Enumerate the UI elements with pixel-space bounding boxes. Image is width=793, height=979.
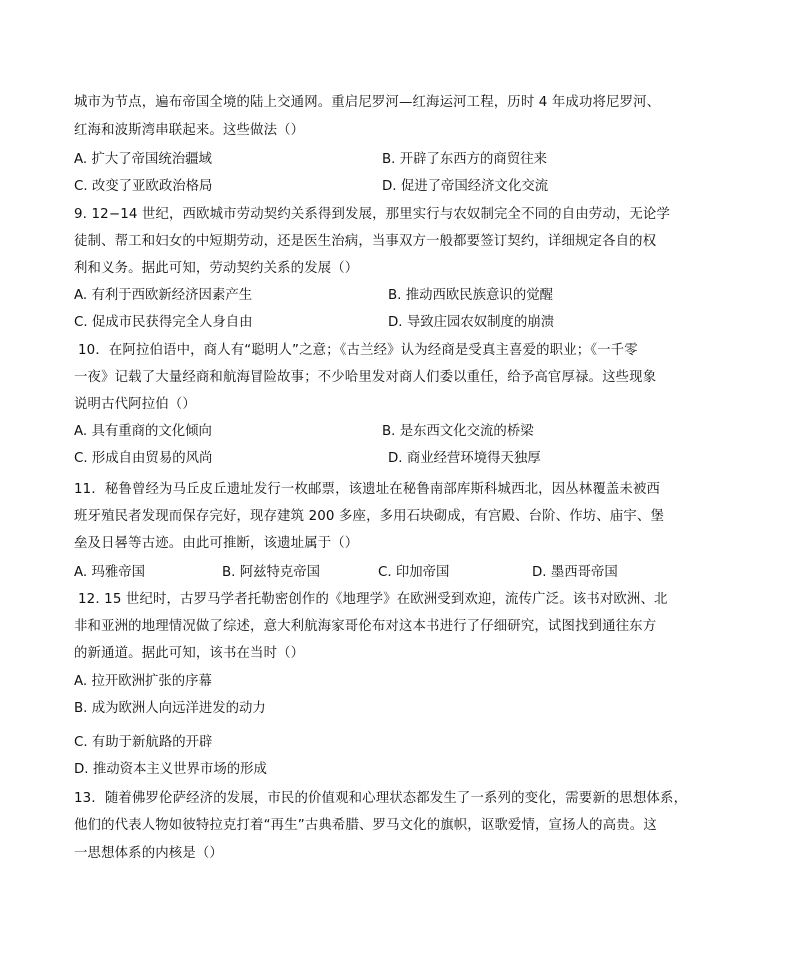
q11-option-c[interactable]: C. 印加帝国	[378, 565, 450, 580]
q9-text-line-2: 徒制、帮工和妇女的中短期劳动，还是医生治病，当事双方一般都要签订契约，详细规定各自的权	[74, 234, 657, 249]
q8-option-b[interactable]: B. 开辟了东西方的商贸往来	[382, 152, 547, 167]
q10-option-c[interactable]: C. 形成自由贸易的风尚	[74, 451, 213, 466]
q11-text-line-1: 11．秘鲁曾经为马丘皮丘遗址发行一枚邮票，该遗址在秘鲁南部库斯科城西北，因丛林覆盖未被西	[74, 482, 661, 497]
q12-option-a[interactable]: A. 拉开欧洲扩张的序幕	[74, 674, 212, 689]
q13-text-line-3: 一思想体系的内核是（）	[74, 846, 223, 861]
q11-option-a[interactable]: A. 玛雅帝国	[74, 565, 145, 580]
q9-option-b[interactable]: B. 推动西欧民族意识的觉醒	[388, 288, 553, 303]
q10-text-line-3: 说明古代阿拉伯（）	[74, 397, 196, 412]
q12-text-line-3: 的新通道。据此可知，该书在当时（）	[74, 646, 305, 661]
q10-text-line-1: 10．在阿拉伯语中，商人有“聪明人”之意；《古兰经》认为经商是受真主喜爱的职业；《一千零	[78, 343, 638, 358]
q9-text-line-3: 利和义务。据此可知，劳动契约关系的发展（）	[74, 261, 359, 276]
q12-option-c[interactable]: C. 有助于新航路的开辟	[74, 735, 213, 750]
q11-text-line-3: 垒及日晷等古迹。由此可推断，该遗址属于（）	[74, 536, 359, 551]
q13-text-line-1: 13．随着佛罗伦萨经济的发展，市民的价值观和心理状态都发生了一系列的变化，需要新的思想体系，	[74, 791, 688, 806]
q10-option-d[interactable]: D. 商业经营环境得天独厚	[388, 451, 541, 466]
q11-option-d[interactable]: D. 墨西哥帝国	[532, 565, 618, 580]
q11-text-line-2: 班牙殖民者发现而保存完好，现存建筑 200 多座，多用石块砌成，有宫殿、台阶、作坊、庙宇、堡	[74, 509, 664, 524]
q8-text-line-2: 红海和波斯湾串联起来。这些做法（）	[74, 123, 305, 138]
q13-text-line-2: 他们的代表人物如彼特拉克打着“再生”古典希腊、罗马文化的旗帜，讴歌爱情，宣扬人的高贵。这	[74, 818, 657, 833]
q10-option-a[interactable]: A. 具有重商的文化倾向	[74, 424, 212, 439]
q9-text-line-1: 9. 12−14 世纪，西欧城市劳动契约关系得到发展，那里实行与农奴制完全不同的自由劳动，无论学	[74, 207, 671, 222]
q9-option-a[interactable]: A. 有利于西欧新经济因素产生	[74, 288, 253, 303]
q12-option-d[interactable]: D. 推动资本主义世界市场的形成	[74, 762, 267, 777]
q12-text-line-2: 非和亚洲的地理情况做了综述，意大利航海家哥伦布对这本书进行了仔细研究，试图找到通往东方	[74, 619, 657, 634]
q8-option-d[interactable]: D. 促进了帝国经济文化交流	[382, 179, 549, 194]
q10-option-b[interactable]: B. 是东西文化交流的桥梁	[382, 424, 534, 439]
q8-option-a[interactable]: A. 扩大了帝国统治疆域	[74, 152, 212, 167]
q8-option-c[interactable]: C. 改变了亚欧政治格局	[74, 179, 213, 194]
q12-option-b[interactable]: B. 成为欧洲人向远洋进发的动力	[74, 701, 266, 716]
q8-text-line-1: 城市为节点，遍布帝国全境的陆上交通网。重启尼罗河—红海运河工程，历时 4 年成功将尼罗河、	[74, 95, 661, 110]
q9-option-d[interactable]: D. 导致庄园农奴制度的崩溃	[388, 315, 555, 330]
q9-option-c[interactable]: C. 促成市民获得完全人身自由	[74, 315, 253, 330]
q12-text-line-1: 12. 15 世纪时，古罗马学者托勒密创作的《地理学》在欧洲受到欢迎，流传广泛。该书对欧洲、北	[78, 592, 668, 607]
q10-text-line-2: 一夜》记载了大量经商和航海冒险故事；不少哈里发对商人们委以重任，给予高官厚禄。这些现象	[74, 370, 657, 385]
q11-option-b[interactable]: B. 阿兹特克帝国	[222, 565, 321, 580]
